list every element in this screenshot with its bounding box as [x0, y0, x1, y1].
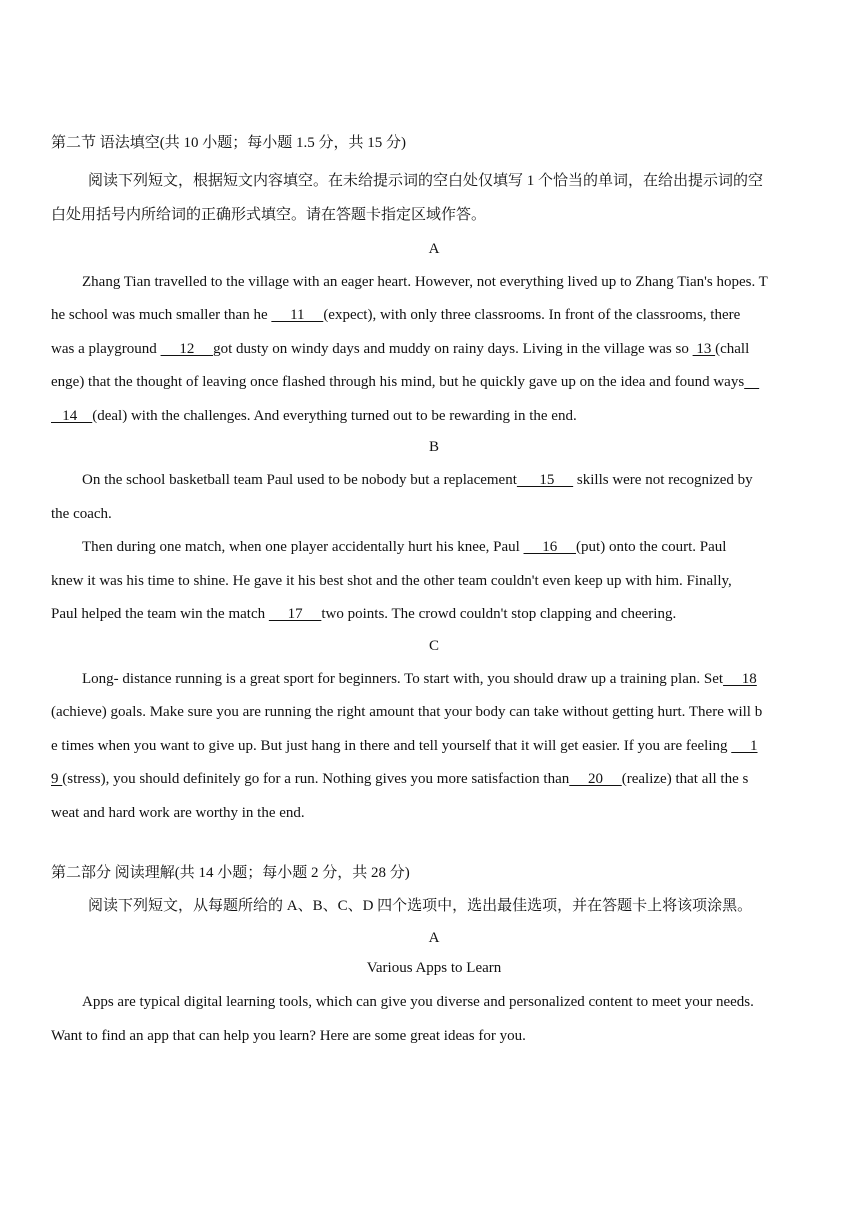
blank-15[interactable]: 15: [516, 472, 574, 488]
text: the coach.: [51, 506, 112, 522]
passage-b-line5: [51, 604, 819, 624]
blank-13[interactable]: 13: [692, 341, 716, 357]
label-text: B: [428, 439, 439, 455]
blank-11[interactable]: 11: [271, 307, 324, 323]
blank-20[interactable]: 20: [569, 771, 622, 787]
text: Apps are typical digital learning tools, which can give you diverse and personalized content to meet your needs.: [82, 994, 754, 1010]
label-text: A: [428, 241, 440, 257]
passage-a-line3: [51, 339, 819, 359]
label-text: A: [428, 930, 440, 946]
passage-b-line2: [51, 504, 819, 524]
text: he school was much smaller than he: [51, 307, 272, 323]
section2-instruction-line1: [88, 171, 819, 191]
text: got dusty on windy days and muddy on rainy days. Living in the village was so: [213, 341, 693, 357]
passage-a-line4: [51, 372, 819, 392]
part2-instruction: [88, 896, 819, 916]
passage-c-line1: [82, 669, 819, 689]
section2-heading-text: 第二节 语法填空(共 10 小题；每小题 1.5 分，共 15 分): [51, 135, 406, 151]
passage-b-label: [0, 437, 868, 457]
part2-heading-text: 第二部分 阅读理解(共 14 小题；每小题 2 分，共 28 分): [51, 865, 410, 881]
text: Then during one match, when one player accidentally hurt his knee, Paul: [82, 539, 524, 555]
passage-b-line1: [82, 470, 819, 490]
blank-16[interactable]: 16: [523, 539, 577, 555]
text: Zhang Tian travelled to the village with an eager heart. However, not everything lived up to Zhang Tian's hopes. T: [82, 274, 768, 290]
text: skills were not recognized by: [573, 472, 753, 488]
text: Paul helped the team win the match: [51, 606, 269, 622]
part2-heading: [51, 863, 819, 883]
text: On the school basketball team Paul used to be nobody but a replacement: [82, 472, 517, 488]
passage-c-line4: [51, 769, 819, 789]
passage-a-line1: [82, 272, 819, 292]
text: (achieve) goals. Make sure you are running the right amount that your body can take without getting hurt. There will b: [51, 704, 763, 720]
part2-passage-line2: [51, 1026, 819, 1046]
blank-14-start[interactable]: [744, 374, 759, 390]
text: (chall: [715, 341, 750, 357]
text: (stress), you should definitely go for a run. Nothing gives you more satisfaction than: [62, 771, 570, 787]
part2-passage-a-label: [0, 928, 868, 948]
section2-heading: [51, 133, 819, 153]
part2-passage-title: [0, 958, 868, 978]
passage-b-line3: [82, 537, 819, 557]
instruction-text: 阅读下列短文，从每题所给的 A、B、C、D 四个选项中，选出最佳选项，并在答题卡上将该项涂黑。: [88, 898, 753, 914]
text: (put) onto the court. Paul: [576, 539, 727, 555]
blank-17[interactable]: 17: [268, 606, 322, 622]
text: Long- distance running is a great sport for beginners. To start with, you should draw up a training plan. Set: [82, 671, 724, 687]
text: (expect), with only three classrooms. In front of the classrooms, there: [323, 307, 741, 323]
text: (realize) that all the s: [621, 771, 749, 787]
text: Want to find an app that can help you learn? Here are some great ideas for you.: [51, 1028, 526, 1044]
blank-18[interactable]: 18: [723, 671, 757, 687]
text: was a playground: [51, 341, 161, 357]
blank-19-start[interactable]: 1: [731, 738, 758, 754]
passage-c-line3: [51, 736, 819, 756]
blank-19[interactable]: 9: [51, 771, 63, 787]
passage-c-label: [0, 636, 868, 656]
title-text: Various Apps to Learn: [366, 960, 502, 976]
instruction-text: 白处用括号内所给词的正确形式填空。请在答题卡指定区域作答。: [51, 207, 487, 223]
passage-c-line5: [51, 803, 819, 823]
text: enge) that the thought of leaving once flashed through his mind, but he quickly gave up on the idea and found ways: [51, 374, 745, 390]
section2-instruction-line2: [51, 205, 819, 225]
passage-a-line5: [51, 406, 819, 426]
passage-a-line2: [51, 305, 819, 325]
text: (deal) with the challenges. And everything turned out to be rewarding in the end.: [92, 408, 577, 424]
text: weat and hard work are worthy in the end.: [51, 805, 305, 821]
instruction-text: 阅读下列短文，根据短文内容填空。在未给提示词的空白处仅填写 1 个恰当的单词，在给出提示词的空: [88, 173, 764, 189]
passage-a-label: [0, 239, 868, 259]
blank-12[interactable]: 12: [160, 341, 214, 357]
passage-c-line2: [51, 702, 819, 722]
label-text: C: [428, 638, 439, 654]
text: knew it was his time to shine. He gave it his best shot and the other team couldn't even keep up with him. Finally,: [51, 573, 732, 589]
passage-b-line4: [51, 571, 819, 591]
blank-14[interactable]: 14: [51, 408, 93, 424]
text: e times when you want to give up. But just hang in there and tell yourself that it will get easier. If you are feeling: [51, 738, 732, 754]
text: two points. The crowd couldn't stop clapping and cheering.: [321, 606, 677, 622]
part2-passage-line1: [82, 992, 819, 1012]
